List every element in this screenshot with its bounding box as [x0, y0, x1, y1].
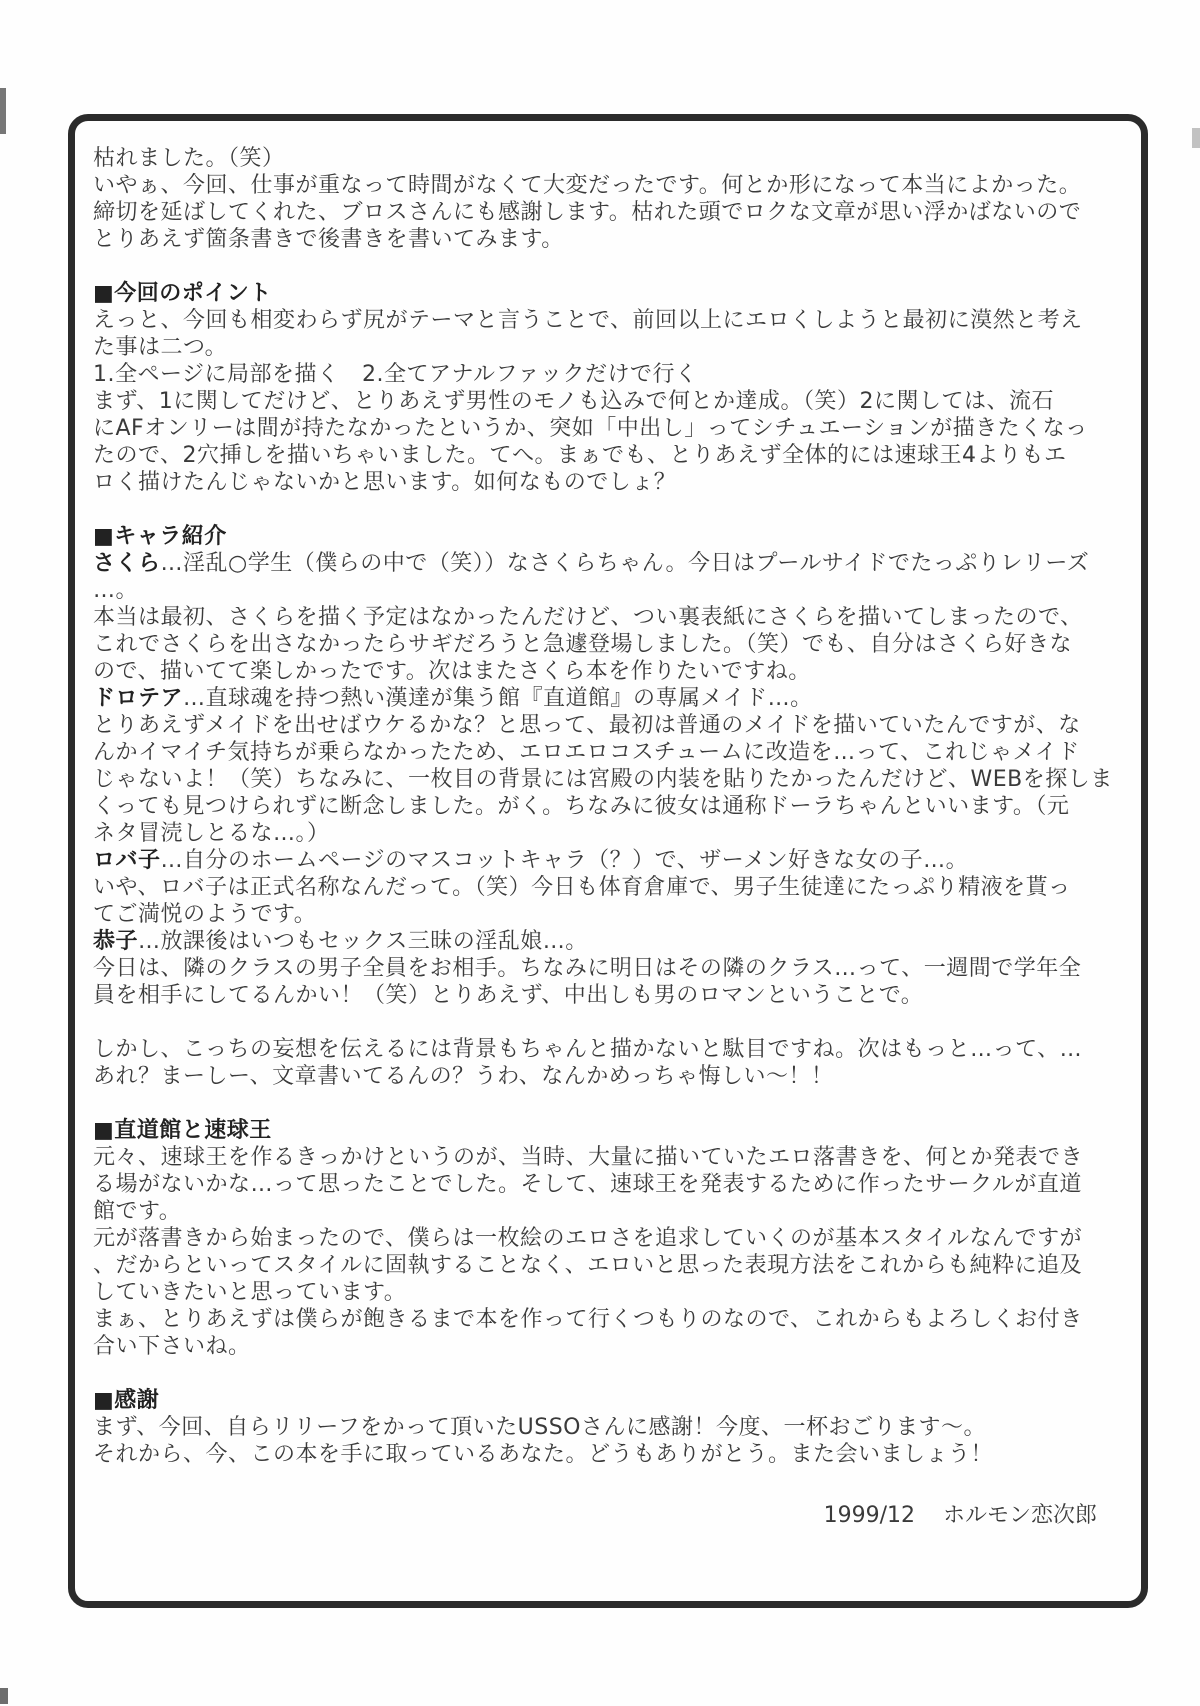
text-line: 本当は最初、さくらを描く予定はなかったんだけど、つい裏表紙にさくらを描いてしまったので、: [93, 605, 1083, 630]
text-line: 館です。: [93, 1199, 182, 1224]
text-line: 員を相手にしてるんかい！（笑）とりあえず、中出しも男のロマンということで。: [93, 983, 924, 1008]
character-name: 恭子: [93, 929, 139, 954]
text-line: 枯れました。（笑）: [93, 146, 285, 171]
text-line: 、だからといってスタイルに固執することなく、エロいと思った表現方法をこれからも純粋に追及: [93, 1253, 1083, 1278]
section-heading: ■直道館と速球王: [93, 1118, 272, 1143]
text-line: それから、今、この本を手に取っているあなた。どうもありがとう。また会いましょう！: [93, 1442, 994, 1467]
text-line: いやぁ、今回、仕事が重なって時間がなくて大変だったです。何とか形になって本当によかった。: [93, 173, 1082, 198]
signature-author: ホルモン恋次郎: [942, 1503, 1097, 1528]
text-line: あれ？まーしー、文章書いてるんの？うわ、なんかめっちゃ悔しい〜！！: [93, 1064, 834, 1089]
text-line: いや、ロバ子は正式名称なんだって。（笑）今日も体育倉庫で、男子生徒達にたっぷり精液を貰っ: [93, 875, 1071, 900]
text-line: していきたいと思っています。: [93, 1280, 407, 1305]
text-line: にAFオンリーは間が持たなかったというか、突如「中出し」ってシチュエーションが描きたくなっ: [93, 416, 1088, 441]
text-line: 今日は、隣のクラスの男子全員をお相手。ちなみに明日はその隣のクラス…って、一週間で学年全: [93, 956, 1082, 981]
text-line: とりあえずメイドを出せばウケるかな？と思って、最初は普通のメイドを描いていたんですが、な: [93, 713, 1081, 738]
paragraph: [93, 145, 1125, 253]
text-line: ので、描いてて楽しかったです。次はまたさくら本を作りたいですね。: [93, 659, 811, 684]
scan-artifact: [0, 88, 6, 134]
text-line: ドロテア…直球魂を持つ熱い漢達が集う館『直道館』の専属メイド…。: [93, 686, 813, 711]
blank-line: [93, 1090, 1125, 1117]
text-line: 恭子…放課後はいつもセックス三昧の淫乱娘…。: [93, 929, 588, 954]
text-line: じゃないよ！（笑）ちなみに、一枚目の背景には宮殿の内装を貼りたかったんだけど、WEBを探しま: [93, 767, 1113, 792]
paragraph: [93, 1144, 1125, 1360]
text-line: 元が落書きから始まったので、僕らは一枚絵のエロさを追求していくのが基本スタイルなんですが: [93, 1226, 1083, 1251]
section-heading: ■感謝: [93, 1388, 160, 1413]
character-name: ドロテア: [93, 686, 184, 711]
signature-date: 1999/12: [823, 1503, 915, 1528]
text-line: さくら…淫乱○学生（僕らの中で（笑））なさくらちゃん。今日はプールサイドでたっぷりレリーズ: [93, 551, 1090, 576]
text-line: ロく描けたんじゃないかと思います。如何なものでしょ？: [93, 470, 677, 495]
blank-line: [93, 1360, 1125, 1387]
paragraph: [93, 1036, 1125, 1090]
text-line: ロバ子…自分のホームページのマスコットキャラ（？）で、ザーメン好きな女の子…。: [93, 848, 969, 873]
text-line: ネタ冒涜しとるな…。）: [93, 821, 330, 846]
blank-line: [93, 1009, 1125, 1036]
text-line: たので、2穴挿しを描いちゃいました。てへ。まぁでも、とりあえず全体的には速球王4よりもエ: [93, 443, 1067, 468]
text-line: てご満悦のようです。: [93, 902, 317, 927]
text-line: まず、1に関してだけど、とりあえず男性のモノも込みで何とか達成。（笑）2に関しては、流石: [93, 389, 1055, 414]
text-line: とりあえず箇条書きで後書きを書いてみます。: [93, 227, 564, 252]
paragraph: [93, 550, 1125, 1009]
text-line: んかイマイチ気持ちが乗らなかったため、エロエロコスチュームに改造を…って、これじゃメイド: [93, 740, 1080, 765]
scan-artifact: [0, 1688, 8, 1704]
text-line: まぁ、とりあえずは僕らが飽きるまで本を作って行くつもりのなので、これからもよろしくお付き: [93, 1307, 1083, 1332]
text-line: しかし、こっちの妄想を伝えるには背景もちゃんと描かないと駄目ですね。次はもっと…って、…: [93, 1037, 1083, 1062]
text-line: た事は二つ。: [93, 335, 228, 360]
blank-line: [93, 253, 1125, 280]
text-line: 1.全ページに局部を描く 2.全てアナルファックだけで行く: [93, 362, 698, 387]
section-heading: ■キャラ紹介: [93, 524, 227, 549]
text-line: 元々、速球王を作るきっかけというのが、当時、大量に描いていたエロ落書きを、何とか発表でき: [93, 1145, 1084, 1170]
scan-artifact: [1192, 128, 1200, 148]
signature-line: [93, 1498, 1125, 1529]
afterword-body: [93, 145, 1125, 1468]
text-line: る場がないかな…って思ったことでした。そして、速球王を発表するために作ったサークルが直道: [93, 1172, 1082, 1197]
afterword-frame: [68, 114, 1148, 1608]
text-line: 締切を延ばしてくれた、ブロスさんにも感謝します。枯れた頭でロクな文章が思い浮かばないので: [93, 200, 1082, 225]
section-heading: ■今回のポイント: [93, 281, 272, 306]
text-line: くっても見つけられずに断念しました。がく。ちなみに彼女は通称ドーラちゃんといいます。（元: [93, 794, 1070, 819]
character-name: ロバ子: [93, 848, 161, 873]
text-line: 合い下さいね。: [93, 1334, 251, 1359]
paragraph: [93, 1414, 1125, 1468]
text-line: これでさくらを出さなかったらサギだろうと急遽登場しました。（笑）でも、自分はさくら好きな: [93, 632, 1073, 657]
text-line: えっと、今回も相変わらず尻がテーマと言うことで、前回以上にエロくしようと最初に漠然と考え: [93, 308, 1083, 333]
character-name: さくら: [93, 551, 161, 576]
text-line: まず、今回、自らリリーフをかって頂いたUSSOさんに感謝！今度、一杯おごります〜。: [93, 1415, 986, 1440]
paragraph: [93, 307, 1125, 496]
blank-line: [93, 496, 1125, 523]
text-line: …。: [93, 578, 139, 603]
